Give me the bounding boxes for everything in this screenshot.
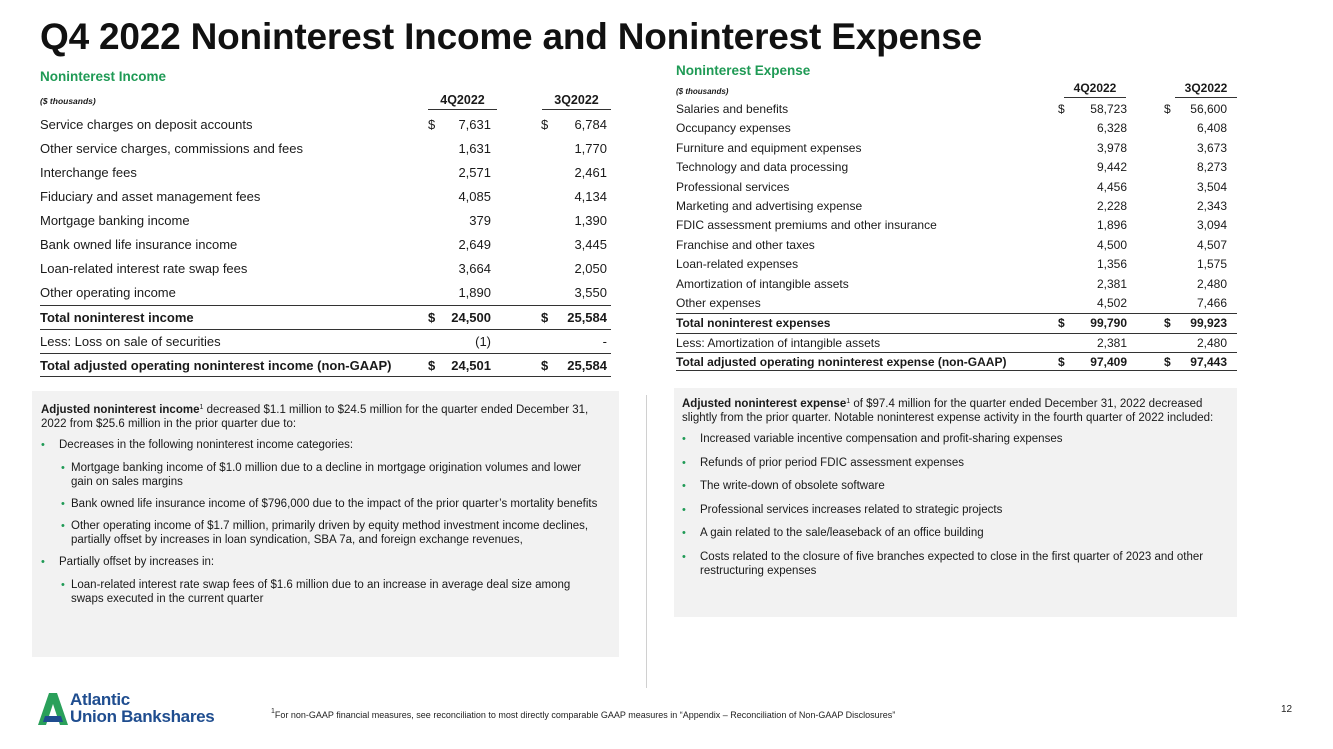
- income-cell-v2: 2,050: [574, 261, 607, 276]
- income-cell-label: Interchange fees: [40, 165, 137, 180]
- page-number: 12: [1281, 704, 1293, 715]
- income-cell-label: Mortgage banking income: [40, 213, 190, 228]
- expense-cell-label: Franchise and other taxes: [676, 237, 815, 252]
- income-cell-v1: 7,631: [458, 117, 491, 132]
- income-cell-v1: 379: [469, 213, 491, 228]
- expense-row: [676, 294, 1237, 313]
- income-subbullet-mortgage: • Mortgage banking income of $1.0 million due to a decline in mortgage origination volumes and lower gain on sales margins: [41, 461, 601, 489]
- expense-cell-label: Occupancy expenses: [676, 121, 791, 136]
- income-cell-cur2: $: [541, 310, 549, 325]
- income-cell-v2: 1,390: [574, 213, 607, 228]
- expense-section-label: Noninterest Expense: [676, 63, 811, 78]
- income-cell-cur1: $: [428, 310, 436, 325]
- logo-mark-icon: [38, 692, 68, 726]
- income-cell-cur1: $: [428, 358, 436, 373]
- expense-cell-v2: 8,273: [1196, 160, 1227, 175]
- expense-cell-cur1: $: [1058, 102, 1065, 116]
- expense-cell-v2: 7,466: [1196, 295, 1227, 310]
- income-cell-label: Other operating income: [40, 285, 176, 300]
- expense-cell-label: Total adjusted operating noninterest expense (non-GAAP): [676, 355, 1007, 370]
- expense-table: [676, 80, 1237, 371]
- income-bullet-increases: • Partially offset by increases in:: [41, 555, 601, 569]
- income-cell-v1: 1,890: [458, 285, 491, 300]
- income-row: [40, 281, 611, 305]
- expense-cell-v2: 2,343: [1196, 198, 1227, 213]
- expense-cell-v2: 4,507: [1196, 237, 1227, 252]
- expense-bullet: • Professional services increases related to strategic projects: [682, 503, 1221, 517]
- income-row: [40, 329, 611, 353]
- expense-bullet: • Costs related to the closure of five branches expected to close in the first quarter of 2023 and other restructuring expenses: [682, 550, 1221, 578]
- income-cell-cur1: $: [428, 117, 436, 132]
- income-cell-v2: -: [602, 334, 607, 349]
- expense-cell-v2: 99,923: [1190, 316, 1227, 331]
- expense-cell-cur1: $: [1058, 355, 1065, 370]
- expense-commentary-box: [674, 388, 1237, 617]
- income-commentary-lead: Adjusted noninterest income$^1$ decreased $1.1 million to $24.5 million for the quarter ended December 31, 2022 from $25.6 million in the prior quarter due to:: [41, 404, 589, 430]
- expense-row: [676, 178, 1237, 197]
- income-cell-v2: 6,784: [574, 117, 607, 132]
- income-row: [40, 137, 611, 161]
- expense-row: [676, 352, 1237, 371]
- footnote: $^1$For non-GAAP financial measures, see reconciliation to most directly comparable GAAP measures in “Appendix – Reconciliation of Non-GAAP Disclosures”: [271, 708, 896, 720]
- expense-cell-label: FDIC assessment premiums and other insurance: [676, 218, 937, 233]
- expense-cell-label: Loan-related expenses: [676, 257, 799, 272]
- income-table-header: [40, 89, 611, 113]
- income-cell-v2: 3,445: [574, 237, 607, 252]
- expense-cell-v1: 4,456: [1096, 179, 1127, 194]
- income-row: [40, 257, 611, 281]
- income-cell-v2: 4,134: [574, 189, 607, 204]
- income-cell-v2: 25,584: [567, 310, 607, 325]
- income-col-3q2022: 3Q2022: [542, 93, 611, 110]
- income-table: [40, 89, 611, 377]
- income-cell-label: Bank owned life insurance income: [40, 237, 238, 252]
- income-cell-label: Total noninterest income: [40, 310, 194, 325]
- income-cell-v1: 4,085: [458, 189, 491, 204]
- column-divider: [646, 395, 647, 688]
- expense-cell-v2: 97,443: [1190, 355, 1227, 370]
- income-cell-v2: 25,584: [567, 358, 607, 373]
- income-cell-v2: 1,770: [574, 141, 607, 156]
- expense-cell-v2: 3,504: [1196, 179, 1227, 194]
- expense-cell-label: Furniture and equipment expenses: [676, 140, 862, 155]
- expense-cell-v2: 56,600: [1190, 102, 1227, 116]
- income-cell-v1: (1): [475, 334, 491, 349]
- income-cell-v1: 24,500: [451, 310, 491, 325]
- expense-row: [676, 313, 1237, 332]
- income-cell-v1: 2,649: [458, 237, 491, 252]
- income-units: ($ thousands): [40, 96, 96, 106]
- income-bullet-decreases: • Decreases in the following noninterest income categories:: [41, 438, 601, 452]
- income-row: [40, 233, 611, 257]
- expense-cell-v1: 2,381: [1096, 276, 1127, 291]
- income-cell-v2: 2,461: [574, 165, 607, 180]
- expense-row: [676, 333, 1237, 352]
- income-cell-v1: 24,501: [451, 358, 491, 373]
- expense-cell-v2: 6,408: [1196, 121, 1227, 136]
- income-col-4q2022: 4Q2022: [428, 93, 497, 110]
- expense-cell-v2: 2,480: [1196, 335, 1227, 350]
- expense-cell-v1: 2,381: [1096, 335, 1127, 350]
- expense-row: [676, 158, 1237, 177]
- expense-row: [676, 255, 1237, 274]
- income-row: [40, 305, 611, 329]
- expense-cell-cur2: $: [1164, 355, 1171, 370]
- expense-col-3q2022: 3Q2022: [1175, 81, 1237, 98]
- expense-cell-label: Technology and data processing: [676, 160, 849, 175]
- expense-bullet: • Refunds of prior period FDIC assessment expenses: [682, 456, 1221, 470]
- expense-cell-cur2: $: [1164, 102, 1171, 116]
- company-logo: [38, 690, 258, 730]
- expense-cell-label: Professional services: [676, 179, 790, 194]
- expense-cell-v1: 2,228: [1096, 198, 1127, 213]
- expense-row: [676, 216, 1237, 235]
- income-cell-v1: 1,631: [458, 141, 491, 156]
- income-cell-v1: 2,571: [458, 165, 491, 180]
- expense-cell-v1: 1,356: [1096, 257, 1127, 272]
- expense-cell-label: Less: Amortization of intangible assets: [676, 335, 881, 350]
- income-row: [40, 113, 611, 137]
- expense-cell-v1: 4,500: [1096, 237, 1127, 252]
- expense-row: [676, 100, 1237, 119]
- expense-cell-v1: 97,409: [1090, 355, 1127, 370]
- expense-bullet: • The write-down of obsolete software: [682, 479, 1221, 493]
- expense-row: [676, 236, 1237, 255]
- income-cell-label: Total adjusted operating noninterest income (non-GAAP): [40, 358, 392, 373]
- expense-row: [676, 119, 1237, 138]
- expense-cell-v1: 3,978: [1096, 140, 1127, 155]
- expense-bullet: • Increased variable incentive compensation and profit-sharing expenses: [682, 432, 1221, 446]
- income-cell-v1: 3,664: [458, 261, 491, 276]
- expense-cell-v2: 1,575: [1196, 257, 1227, 272]
- expense-cell-v1: 4,502: [1096, 295, 1127, 310]
- expense-cell-label: Other expenses: [676, 295, 761, 310]
- expense-cell-label: Marketing and advertising expense: [676, 198, 863, 213]
- income-row: [40, 209, 611, 233]
- income-cell-label: Other service charges, commissions and fees: [40, 141, 303, 156]
- expense-units: ($ thousands): [676, 87, 729, 96]
- expense-cell-v1: 99,790: [1090, 316, 1127, 331]
- logo-text-line2: Union Bankshares: [70, 707, 215, 726]
- expense-cell-v1: 1,896: [1096, 218, 1127, 233]
- income-subbullet-other-operating: • Other operating income of $1.7 million, primarily driven by equity method investment income declines, partially offset by increases in loan syndication, SBA 7a, and foreign exchange revenues,: [41, 519, 601, 547]
- expense-cell-v2: 2,480: [1196, 276, 1227, 291]
- expense-row: [676, 275, 1237, 294]
- income-cell-label: Loan-related interest rate swap fees: [40, 261, 248, 276]
- expense-cell-v1: 9,442: [1096, 160, 1127, 175]
- expense-cell-v2: 3,673: [1196, 140, 1227, 155]
- income-cell-cur2: $: [541, 117, 549, 132]
- income-cell-cur2: $: [541, 358, 549, 373]
- expense-col-4q2022: 4Q2022: [1064, 81, 1126, 98]
- expense-cell-label: Salaries and benefits: [676, 102, 789, 116]
- income-cell-label: Service charges on deposit accounts: [40, 117, 253, 132]
- expense-row: [676, 139, 1237, 158]
- logo-text-line1: Atlantic: [70, 690, 130, 709]
- page-title: Q4 2022 Noninterest Income and Noninterest Expense: [40, 16, 983, 57]
- income-subbullet-boli: • Bank owned life insurance income of $796,000 due to the impact of the prior quarter’s mortality benefits: [41, 497, 601, 511]
- expense-cell-v1: 6,328: [1096, 121, 1127, 136]
- income-cell-label: Less: Loss on sale of securities: [40, 334, 221, 349]
- income-cell-v2: 3,550: [574, 285, 607, 300]
- expense-row: [676, 197, 1237, 216]
- expense-bullet: • A gain related to the sale/leaseback of an office building: [682, 526, 1221, 540]
- income-subbullet-swap-fees: • Loan-related interest rate swap fees of $1.6 million due to an increase in average deal size among swaps executed in the current quarter: [41, 578, 601, 606]
- expense-cell-label: Amortization of intangible assets: [676, 276, 849, 291]
- income-row: [40, 353, 611, 377]
- expense-cell-label: Total noninterest expenses: [676, 316, 831, 331]
- income-cell-label: Fiduciary and asset management fees: [40, 189, 261, 204]
- income-row: [40, 161, 611, 185]
- expense-table-header: [676, 80, 1237, 100]
- income-section-label: Noninterest Income: [40, 69, 167, 84]
- expense-cell-cur2: $: [1164, 316, 1171, 331]
- expense-cell-cur1: $: [1058, 316, 1065, 331]
- income-row: [40, 185, 611, 209]
- expense-commentary-lead: Adjusted noninterest expense$^1$ of $97.4 million for the quarter ended December 31, 2022 decreased slightly from the prior quarter. Notable noninterest expense activity in the fourth quarter of 2022 included:: [682, 398, 1214, 424]
- expense-cell-v2: 3,094: [1196, 218, 1227, 233]
- expense-cell-v1: 58,723: [1090, 102, 1127, 116]
- income-commentary-box: [32, 391, 619, 657]
